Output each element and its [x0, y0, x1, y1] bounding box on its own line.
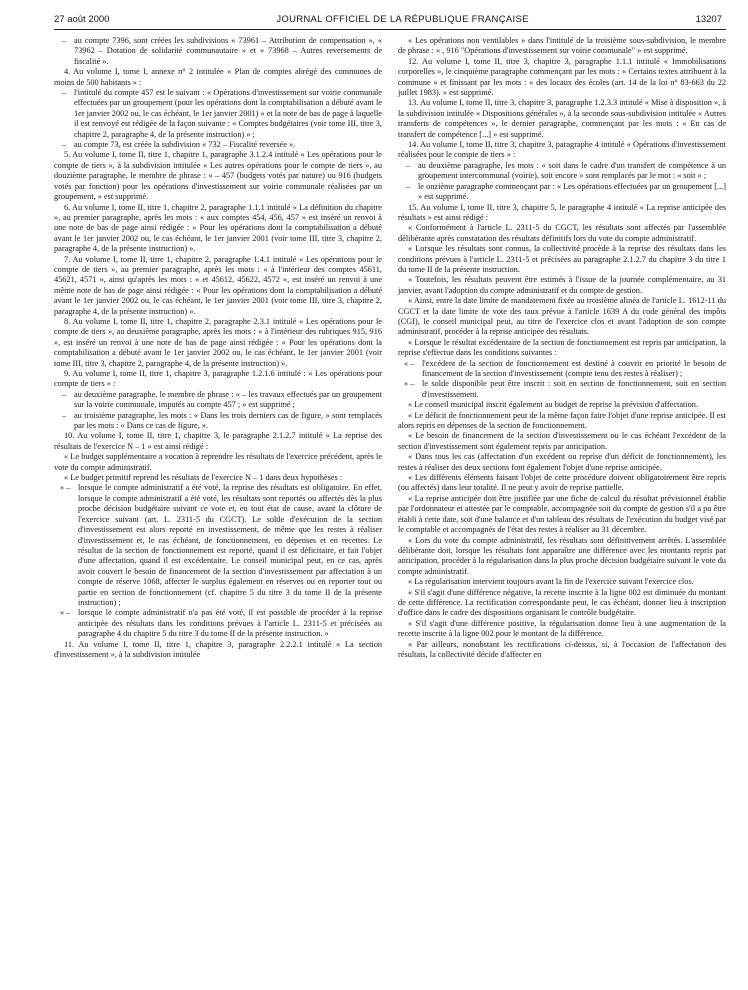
paragraph: « Lorsque le résultat excédentaire de la section de fonctionnement est repris par anticipation, la reprise s'effectue dans les conditions suivantes : — [398, 337, 726, 358]
paragraph: « Par ailleurs, nonobstant les rectifications ci-dessus, si, à l'occasion de l'affectation des résultats, la collectivité décide d'affecter en — [398, 639, 726, 659]
list-dash: – — [62, 389, 67, 399]
list-item — [398, 182, 726, 203]
paragraph: « Conformément à l'article L. 2311-5 du CGCT, les résultats sont affectés par l'assemblée délibérante après constatation des résultats définitifs lors du vote du compte administratif. — [398, 223, 726, 243]
list-item — [398, 379, 726, 400]
paragraph: « Le budget supplémentaire a vocation à reprendre les résultats de l'exercice précédent, après le vote du compte administratif. — [54, 452, 382, 472]
paragraph: « Toutefois, les résultats peuvent être estimés à l'issue de la journée complémentaire, au 31 janvier, avant l'adoption du compte administratif et du compte de gestion. — [398, 275, 726, 295]
text-columns — [54, 36, 726, 660]
paragraph: « La régularisation intervient toujours avant la fin de l'exercice suivant l'exercice clos. — [408, 577, 694, 587]
list-item-text: lorsque le compte administratif n'a pas été voté, il est possible de procéder à la reprise anticipée des résultats dans les conditions prévues à l'article L. 2311-5 et précisées au paragraphe 4 du chapitre 5 du titre 3 du tome II de la présente instruction. » — [78, 608, 382, 639]
paragraph: « Lors du vote du compte administratif, les résultats sont définitivement arrêtés. L'assemblée délibérante doit, lorsque les résultats font apparaître une différence avec les montants repris par anticipation, procéder à la régularisation dans la plus proche décision budgétaire suivant le vote du compte administratif. — [398, 535, 726, 576]
paragraph: 12. Au volume I, tome II, titre 3, chapitre 3, paragraphe 1.1.1 intitulé « Immobilisations corporelles », le cinquième paragraphe commençant par les mots : « Certains textes attribuent à la commune » et finissant par les mots : « des locaux des écoles (art. 14 de la loi n° 83-663 du 22 juillet 1983). » est supprimé. — [398, 56, 726, 98]
list-item-text: le onzième paragraphe commençant par : « Les opérations effectuées par un groupement [...] » est supprimé. — [418, 181, 726, 202]
list-dash: – — [406, 181, 411, 191]
paragraph: 6. Au volume I, tome II, titre 1, chapitre 2, paragraphe 1.1.1 intitulé « La définition du chapitre », au premier paragraphe, après les mots : « aux comptes 454, 456, 457 » est inséré un renvoi à une note de bas de page ainsi rédigée : « Pour les opérations dont la comptabilisation a débuté avant le 1er janvier 2002 ou, le cas échéant, le 1er janvier 2001 (voir tome III, titre 3, chapitre 2, paragraphe 4, de la présente instruction) ». — [54, 202, 382, 254]
list-item — [54, 483, 382, 608]
list-dash: « – — [404, 379, 415, 389]
list-item-text: lorsque le compte administratif a été voté, la reprise des résultats est obligatoire. En effet, lorsque le compte administratif a été voté, les résultats sont reportés ou affectés dès la plus proche décision budgétaire suivant ce vote et, en tout état de cause, avant la clôture de l'exercice suivant (art. L. 2311-5 du CGCT). Le solde d'exécution de la section d'investissement est alors reporté en investissement, de même que les restes à réaliser d'investissement et, le cas échéant, de fonctionnement, en dépenses et en recettes. Le résultat de la section de fonctionnement est reporté, quand il est déficitaire, et fait l'objet d'une affectation, quand il est excédentaire. Le conseil municipal peut, en ce cas, après avoir couvert le besoin de financement de la section d'investissement par affectation à un compte de réserve 1068, affecter le surplus également en réserves ou en reporter tout ou partie en section de fonctionnement (cf. chapitre 5 du titre 3 du tome II de la présente instruction) ; — [78, 483, 382, 607]
list-item — [54, 608, 382, 639]
list-dash: – — [406, 160, 411, 170]
paragraph: 10. Au volume I, tome II, titre 1, chapitre 3, le paragraphe 2.1.2.7 intitulé « La reprise des résultats de l'exercice N – 1 » est ainsi rédigé : — [54, 431, 382, 451]
list-item-text: au deuxième paragraphe, les mots : « soit dans le cadre d'un transfert de compétence à un groupement intercommunal (voirie), soit encore » sont remplacés par le mot : « soit » ; — [418, 160, 726, 181]
paragraph: 5. Au volume I, tome II, titre 1, chapitre 1, paragraphe 3.1.2.4 intitulé « Les opérations pour le compte de tiers », à la subdivision intitulée « Les autres opérations pour le compte de tiers », au douzième paragraphe, le membre de phrase : « – 457 (budgets votés par nature) ou 916 (budgets votés par fonction) pour les opérations d'investissement sur voirie communale réalisées par un groupement, » est supprimé. — [54, 150, 382, 202]
list-item-text: au deuxième paragraphe, le membre de phrase : « – les travaux effectués par un groupement sur la voirie communale, imputés au compte 457 ; » est supprimé ; — [74, 389, 382, 410]
paragraph: « Le conseil municipal inscrit également au budget de reprise la prévision d'affectation. — [408, 400, 699, 410]
paragraph: 15. Au volume I, tome II, titre 3, chapitre 5, le paragraphe 4 intitulé « La reprise anticipée des résultats » est ainsi rédigé : — [398, 202, 726, 222]
list-item — [54, 411, 382, 432]
list-item-text: l'excédent de la section de fonctionnement est destiné à couvrir en priorité le besoin de financement de la section d'investissement (compte tenu des restes à réaliser) ; — [422, 358, 726, 378]
list-dash: « – — [60, 483, 71, 493]
list-dash: « – — [404, 358, 415, 368]
list-item — [398, 359, 726, 380]
paragraph: « Le budget primitif reprend les résultats de l'exercice N – 1 dans deux hypothèses : — [64, 473, 343, 483]
paragraph: 9. Au volume I, tome II, titre 1, chapitre 3, paragraphe 1.2.1.6 intitulé : « Les opérations pour compte de tiers » : — [54, 369, 382, 389]
list-item — [54, 36, 382, 67]
paragraph: « Ainsi, entre la date limite de mandatement fixée au troisième alinéa de l'article L. 1612-11 du CGCT et la date limite de vote des taux prévue à l'article 1639 A du code général des impôts (CGI), le conseil municipal peut, au titre de l'exercice clos et avant l'adoption de son compte administratif, procéder à la reprise anticipée des résultats. — [398, 296, 726, 337]
page-header — [54, 14, 726, 30]
list-item — [54, 88, 382, 140]
list-item-text: l'intitulé du compte 457 est le suivant : « Opérations d'investissement sur voirie communale effectuées par un groupement (pour les opérations dont la comptabilisation a débuté avant le 1er janvier 2002 ou, le cas échéant, le 1er janvier 2001) » et la note de bas de page à laquelle il est renvoyé est rédigée de la façon suivante : « Comptes budgétaires (voir tome III, titre 3, chapitre 2, paragraphe 4, de la présente instruction) » ; — [74, 88, 382, 139]
list-dash: – — [62, 140, 67, 150]
list-item — [54, 140, 382, 150]
list-item-text: le solde disponible peut être inscrit : soit en section de fonctionnement, soit en section d'investissement. — [422, 379, 726, 399]
paragraph: « La reprise anticipée doit être justifiée par une fiche de calcul du résultat prévisionnel établie par l'ordonnateur et attestée par le comptable, accompagnée soit du compte de gestion s'il a pu être établi à cette date, soit d'une balance et d'un tableau des résultats de l'exécution du budget visé par le comptable et accompagnés de l'état des restes à réaliser au 31 décembre. — [398, 493, 726, 535]
paragraph: 11. Au volume I, tome II, titre 1, chapitre 3, paragraphe 2.2.2.1 intitulé « La section d'investissement », à la subdivision intitulée — [54, 639, 382, 659]
list-dash: – — [62, 410, 67, 420]
list-dash: – — [62, 88, 67, 98]
list-dash: – — [62, 36, 67, 45]
list-item — [398, 161, 726, 182]
header-title: JOURNAL OFFICIEL DE LA RÉPUBLIQUE FRANÇAISE — [276, 14, 529, 25]
list-item-text: au compte 73, est créée la subdivision « 732 – Fiscalité reversée ». — [74, 140, 296, 150]
paragraph: « Le besoin de financement de la section d'investissement ou le cas échéant l'excédent de la section d'investissement sont également repris par anticipation. — [398, 431, 726, 451]
paragraph: 8. Au volume I, tome II, titre 1, chapitre 2, paragraphe 2.3.1 intitulé « Les opérations pour le compte de tiers », au deuxième paragraphe, après les mots : « à l'intérieur des rubriques 915, 916 », est inséré un renvoi à une note de bas de page ainsi rédigée : « Pour les opérations dont la comptabilisation a débuté avant le 1er janvier 2002 ou, le cas échéant, le 1er janvier 2001 (voir tome III, titre 3, chapitre 2, paragraphe 4, de la présente instruction) ». — [54, 316, 382, 368]
list-item-text: au compte 7396, sont créées les subdivisions « 73961 – Attribution de compensation », « 73962 – Dotation de solidarité communautaire » et « 73968 – Autres reversements de fiscalité ». — [74, 36, 382, 66]
paragraph: « Les opérations non ventilables » dans l'intitulé de la troisième sous-subdivision, le membre de phrase : « , 916 "Opérations d'investissement sur voirie communale" » est supprimé. — [398, 36, 726, 56]
paragraph: « Dans tous les cas (affectation d'un excédent ou reprise d'un déficit de fonctionnement), les restes à réaliser des deux sections font également l'objet d'une reprise anticipée. — [398, 452, 726, 472]
right-column — [398, 36, 726, 660]
list-item-text: au troisième paragraphe, les mots : « Dans les trois derniers cas de figure, » sont remplacés par les mots : « Dans ce cas de figure, ». — [74, 410, 382, 431]
paragraph: « Le déficit de fonctionnement peut de la même façon faire l'objet d'une reprise anticipée. Il est alors repris en dépenses de la section de fonctionnement. — [398, 410, 726, 431]
header-page-number: 13207 — [695, 14, 722, 25]
list-dash: « – — [60, 608, 71, 618]
list-item — [54, 390, 382, 411]
paragraph: 13. Au volume I, tome II, titre 3, chapitre 3, paragraphe 1.2.3.3 intitulé « Mise à disposition », à la subdivision intitulée « Dispositions générales », à la seconde sous-subdivision intitulée « Autres transferts de compétences », le dernier paragraphe, commençant par les mots : « En cas de transfert de compétence [...] » est supprimé. — [398, 98, 726, 139]
paragraph: 14. Au volume I, tome II, titre 3, chapitre 3, paragraphe 4 intitulé « Opérations d'investissement réalisées pour le compte de tiers » : — [398, 140, 726, 160]
left-column — [54, 36, 382, 660]
paragraph: « Les différents éléments faisant l'objet de cette procédure doivent obligatoirement être repris (ou affectés) dans leur totalité. Il ne peut y avoir de reprise partielle. — [398, 473, 726, 493]
paragraph: « S'il s'agit d'une différence positive, la régularisation donne lieu à une augmentation de la recette inscrite à la ligne 002 pour le montant de la différence. — [398, 618, 726, 639]
paragraph: 7. Au volume I, tome II, titre 1, chapitre 2, paragraphe 1.4.1 intitulé « Les opérations pour le compte de tiers », au premier paragraphe, après les mots : « à l'intérieur des comptes 45611, 45621, 4571 », ainsi qu'après les mots : « et 45612, 45622, 4572 », est inséré un renvoi à une même note de bas de page ainsi rédigée : « Pour les opérations dont la comptabilisation a débuté avant le 1er janvier 2002 ou, le cas échéant, le 1er janvier 2001 (voir tome III, titre 3, chapitre 2, paragraphe 4, de la présente instruction) ». — [54, 254, 382, 316]
paragraph: « Lorsque les résultats sont connus, la collectivité procède à la reprise des résultats dans les conditions prévues à l'article L. 2311-5 et précisées au paragraphe 2.1.2.7 du chapitre 3 du titre 1 du tome II de la présente instruction. — [398, 244, 726, 274]
paragraph: « S'il s'agit d'une différence négative, la recette inscrite à la ligne 002 est diminuée du montant de cette différence. La rectification correspondante peut, le cas échéant, donner lieu à inscription d'office dans le cadre des dispositions organisant le contrôle budgétaire. — [398, 587, 726, 618]
paragraph: 4. Au volume I, tome I, annexe n° 2 intitulée « Plan de comptes abrégé des communes de moins de 500 habitants » : — [54, 67, 382, 87]
header-date: 27 août 2000 — [54, 14, 110, 25]
